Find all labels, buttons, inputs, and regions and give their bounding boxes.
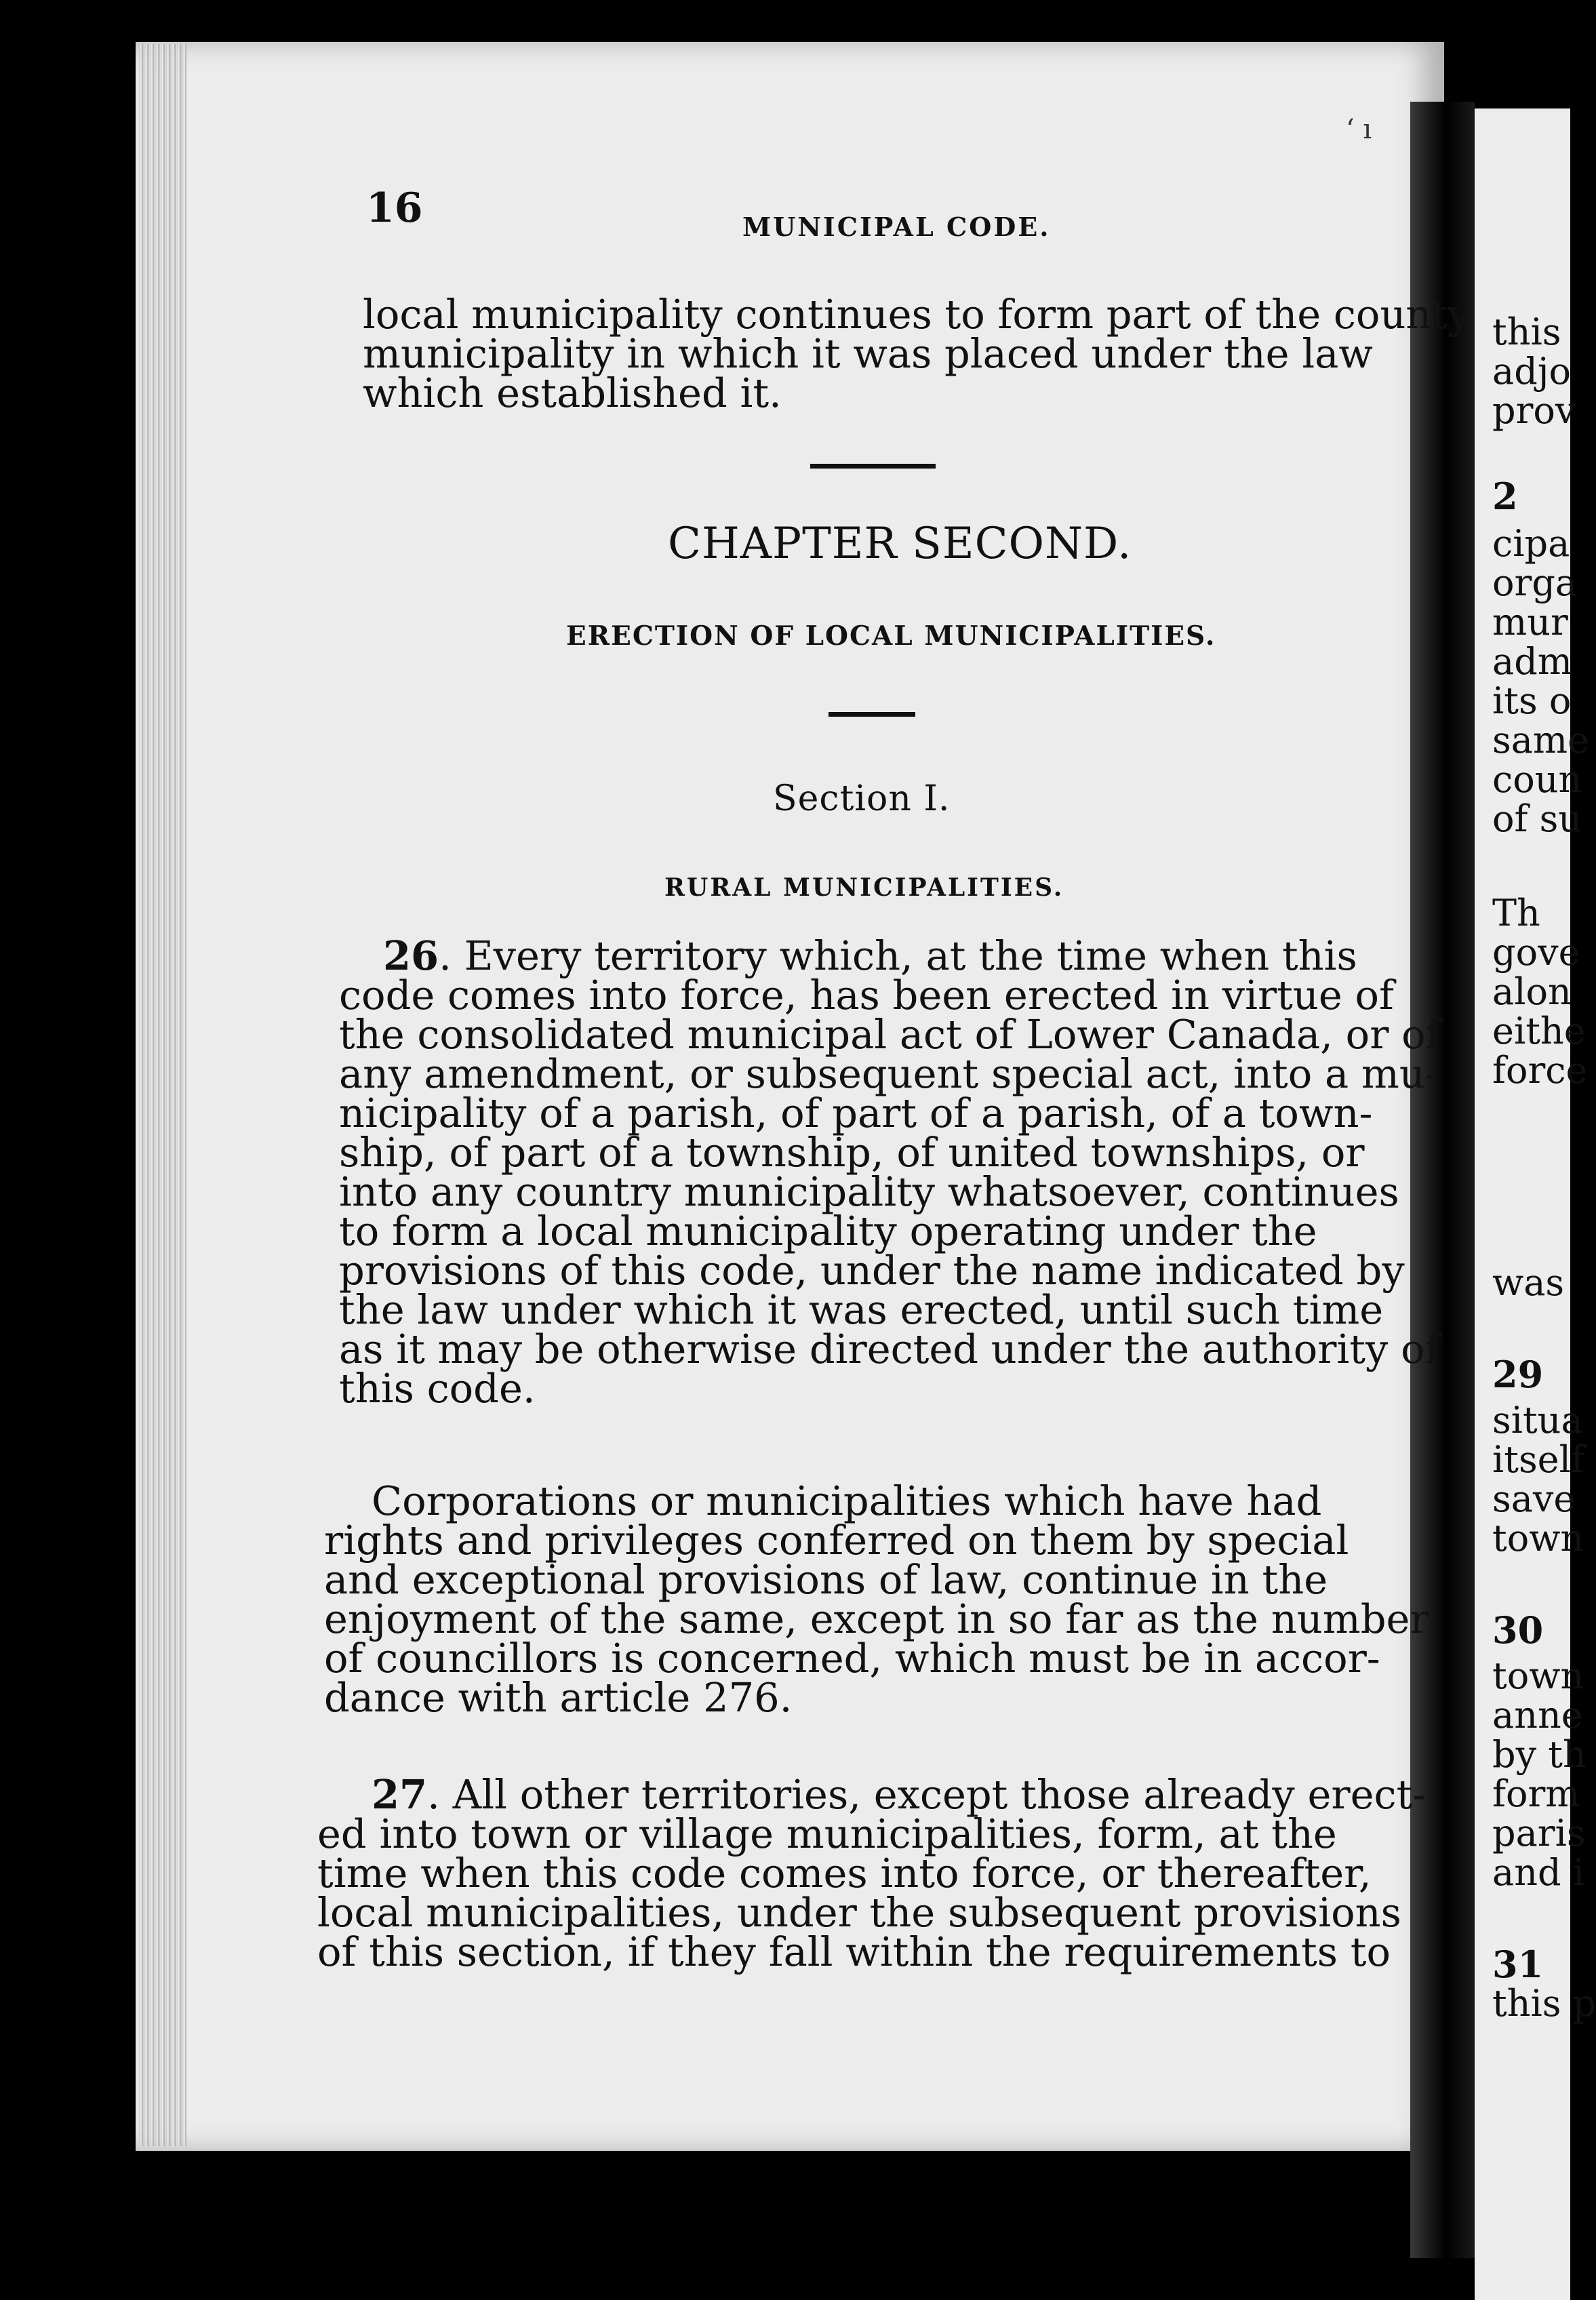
text-line: of councillors is concerned, which must be in accor- <box>324 1635 1380 1682</box>
article-number: 26 <box>383 932 439 979</box>
fragment-line: and i <box>1492 1851 1584 1894</box>
text-line: as it may be otherwise directed under the authority of <box>339 1326 1440 1372</box>
chapter-title: CHAPTER SECOND. <box>668 519 1132 569</box>
fragment-line: was <box>1492 1261 1565 1304</box>
article-number: 27 <box>372 1771 428 1818</box>
text-line: nicipality of a parish, of part of a parish, of a town- <box>339 1090 1373 1136</box>
text-line: into any country municipality whatsoever, continues <box>339 1168 1399 1215</box>
text-line: enjoyment of the same, except in so far as the number <box>324 1595 1429 1642</box>
fragment-line: adjo <box>1492 350 1572 393</box>
fragment-line: save <box>1492 1478 1576 1520</box>
text-line: the consolidated municipal act of Lower Canada, or of <box>339 1011 1441 1058</box>
text-line: rights and privileges conferred on them by special <box>324 1517 1349 1564</box>
text-line: of this section, if they fall within the requirements to <box>317 1928 1391 1975</box>
text-line: local municipality continues to form part of the county <box>363 291 1471 338</box>
fragment-line: coun <box>1492 758 1582 801</box>
text-line: Corporations or municipalities which have had <box>372 1478 1322 1524</box>
fragment-line: this <box>1492 311 1561 353</box>
fragment-line: 30 <box>1492 1608 1544 1652</box>
fragment-line: 31 <box>1492 1943 1544 1986</box>
fragment-line: anne <box>1492 1694 1583 1737</box>
text-line: dance with article 276. <box>324 1674 793 1721</box>
fragment-line: situa <box>1492 1399 1583 1442</box>
text-line: ship, of part of a township, of united townships, or <box>339 1129 1365 1176</box>
fragment-line: town <box>1492 1654 1584 1697</box>
fragment-line: cipa <box>1492 522 1570 565</box>
fragment-line: form <box>1492 1772 1580 1815</box>
text-line: ed into town or village municipalities, form, at the <box>317 1810 1337 1857</box>
text-line: 27. All other territories, except those already erect- <box>372 1771 1427 1818</box>
text-line: local municipalities, under the subsequent provisions <box>317 1889 1401 1936</box>
text-line: the law under which it was erected, until such time <box>339 1286 1384 1333</box>
text-line: provisions of this code, under the name indicated by <box>339 1247 1405 1294</box>
text-line: 26. Every territory which, at the time when this <box>383 932 1357 979</box>
fragment-line: Th <box>1492 892 1540 934</box>
right-page-fragment <box>1475 108 1596 2300</box>
fragment-line: itself <box>1492 1438 1584 1481</box>
text-line: this code. <box>339 1365 536 1412</box>
fragment-line: this p <box>1492 1982 1596 2025</box>
fragment-line: 29 <box>1492 1353 1544 1396</box>
fragment-line: mur <box>1492 601 1568 643</box>
pencil-mark: ‘ ı <box>1346 114 1372 145</box>
running-head: MUNICIPAL CODE. <box>742 212 1051 242</box>
fragment-line: eithe <box>1492 1010 1586 1052</box>
page-number: 16 <box>366 184 423 232</box>
section-title: Section I. <box>773 778 951 819</box>
fragment-line: of su <box>1492 797 1582 840</box>
fragment-line: gove <box>1492 931 1580 974</box>
chapter-subtitle: ERECTION OF LOCAL MUNICIPALITIES. <box>566 620 1216 652</box>
fragment-line: its o <box>1492 679 1572 722</box>
page-edges <box>139 44 186 2146</box>
text-line: municipality in which it was placed under the law <box>363 330 1373 377</box>
fragment-line: by th <box>1492 1733 1587 1776</box>
fragment-line: alon <box>1492 970 1572 1013</box>
text-line: any amendment, or subsequent special act, into a mu- <box>339 1050 1439 1097</box>
section-subtitle: RURAL MUNICIPALITIES. <box>664 873 1064 902</box>
fragment-line: town <box>1492 1517 1584 1560</box>
text-line: code comes into force, has been erected in virtue of <box>339 972 1394 1018</box>
text-line: time when this code comes into force, or thereafter, <box>317 1850 1372 1897</box>
fragment-line: prov <box>1492 389 1576 432</box>
fragment-line: paris <box>1492 1812 1586 1855</box>
section-rule <box>810 464 936 469</box>
text-line: and exceptional provisions of law, continue in the <box>324 1556 1328 1603</box>
fragment-line: adm <box>1492 640 1572 683</box>
text-line: to form a local municipality operating under the <box>339 1208 1317 1254</box>
book-gutter <box>1410 102 1475 2258</box>
fragment-line: 2 <box>1492 475 1518 518</box>
text-line: which established it. <box>363 370 782 416</box>
section-rule <box>829 712 915 717</box>
fragment-line: force <box>1492 1049 1588 1092</box>
fragment-line: orga <box>1492 561 1578 604</box>
fragment-line: same <box>1492 719 1590 761</box>
